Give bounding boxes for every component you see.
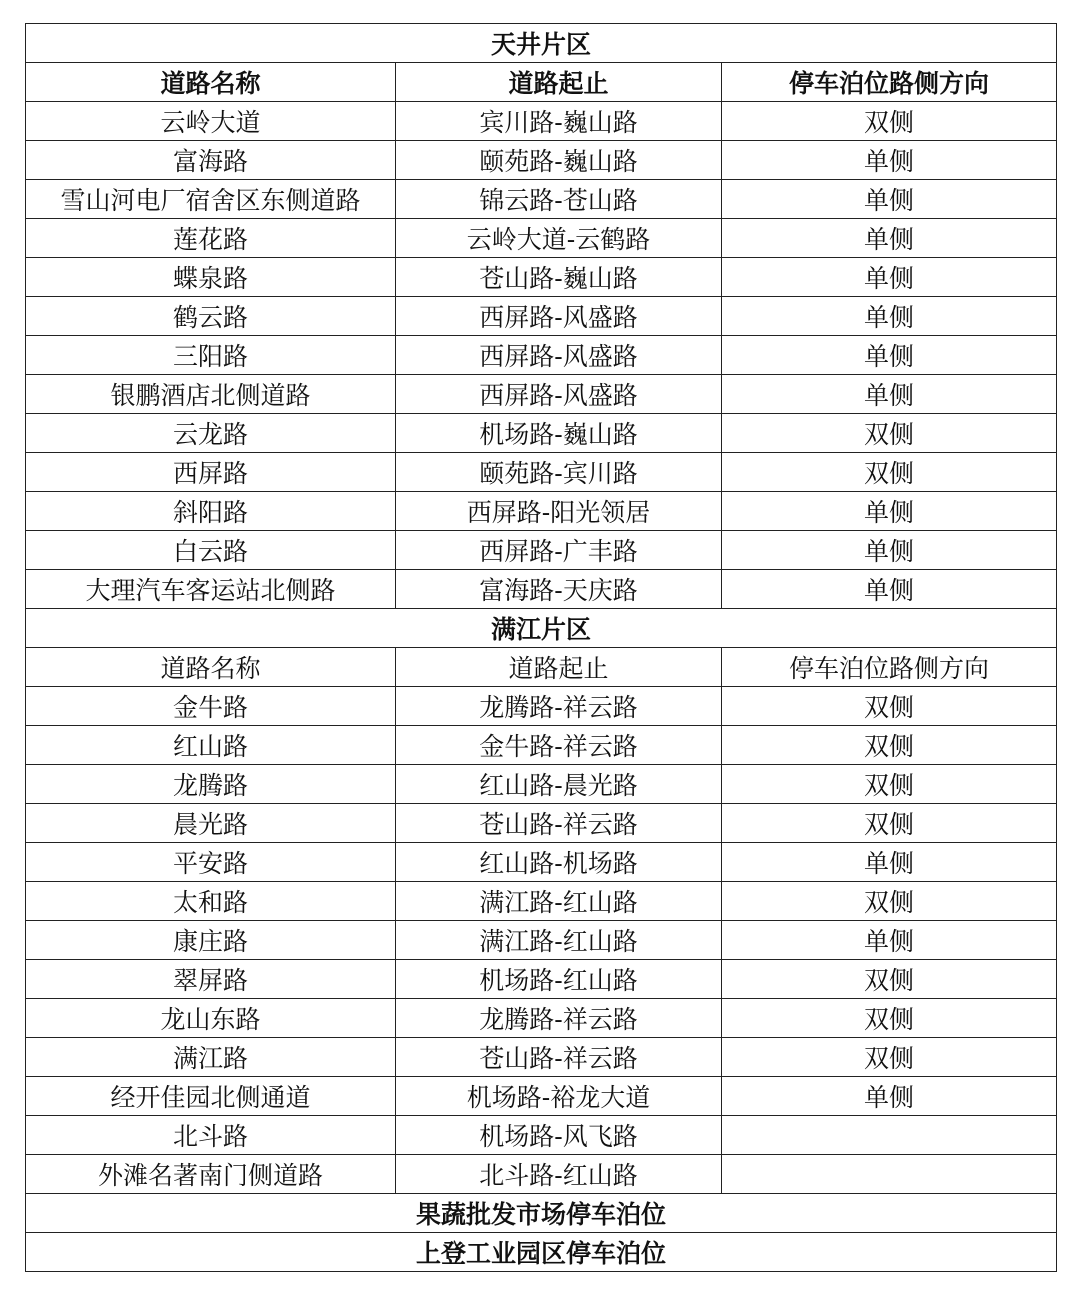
parking-side-cell: 单侧	[722, 531, 1057, 570]
parking-side-cell: 双侧	[722, 102, 1057, 141]
road-name-cell: 西屏路	[26, 453, 396, 492]
section-title: 天井片区	[26, 24, 1057, 63]
road-range-cell: 龙腾路-祥云路	[396, 999, 722, 1038]
footer-section-title: 果蔬批发市场停车泊位	[26, 1194, 1057, 1233]
road-name-cell: 鹤云路	[26, 297, 396, 336]
road-name-cell: 三阳路	[26, 336, 396, 375]
table-row	[26, 336, 1057, 375]
footer-row	[26, 1194, 1057, 1233]
table-row	[26, 1077, 1057, 1116]
section-title-row	[26, 24, 1057, 63]
header-parking-side: 停车泊位路侧方向	[722, 63, 1057, 102]
road-range-cell: 颐苑路-巍山路	[396, 141, 722, 180]
road-range-cell: 龙腾路-祥云路	[396, 687, 722, 726]
header-road-name: 道路名称	[26, 63, 396, 102]
section-title: 满江片区	[26, 609, 1057, 648]
road-range-cell: 苍山路-巍山路	[396, 258, 722, 297]
table-row	[26, 765, 1057, 804]
road-name-cell: 龙山东路	[26, 999, 396, 1038]
road-range-cell: 云岭大道-云鹤路	[396, 219, 722, 258]
parking-side-cell: 单侧	[722, 219, 1057, 258]
table-row	[26, 921, 1057, 960]
table-row	[26, 453, 1057, 492]
header-road-range: 道路起止	[396, 63, 722, 102]
road-range-cell: 西屏路-风盛路	[396, 375, 722, 414]
parking-side-cell: 双侧	[722, 882, 1057, 921]
parking-side-cell: 双侧	[722, 453, 1057, 492]
road-range-cell: 红山路-机场路	[396, 843, 722, 882]
road-name-cell: 蝶泉路	[26, 258, 396, 297]
table-row	[26, 804, 1057, 843]
road-name-cell: 红山路	[26, 726, 396, 765]
road-name-cell: 白云路	[26, 531, 396, 570]
table-row	[26, 1038, 1057, 1077]
header-parking-side: 停车泊位路侧方向	[722, 648, 1057, 687]
parking-side-cell: 单侧	[722, 570, 1057, 609]
road-range-cell: 宾川路-巍山路	[396, 102, 722, 141]
road-range-cell: 满江路-红山路	[396, 921, 722, 960]
road-name-cell: 银鹏酒店北侧道路	[26, 375, 396, 414]
table-row	[26, 531, 1057, 570]
table-row	[26, 843, 1057, 882]
road-name-cell: 雪山河电厂宿舍区东侧道路	[26, 180, 396, 219]
parking-table-container	[25, 23, 1056, 1272]
parking-side-cell: 单侧	[722, 492, 1057, 531]
parking-side-cell	[722, 1116, 1057, 1155]
footer-row	[26, 1233, 1057, 1272]
parking-side-cell: 单侧	[722, 1077, 1057, 1116]
road-range-cell: 西屏路-阳光领居	[396, 492, 722, 531]
parking-side-cell	[722, 1155, 1057, 1194]
table-row	[26, 999, 1057, 1038]
road-range-cell: 北斗路-红山路	[396, 1155, 722, 1194]
parking-side-cell: 双侧	[722, 804, 1057, 843]
road-name-cell: 康庄路	[26, 921, 396, 960]
parking-side-cell: 双侧	[722, 726, 1057, 765]
table-row	[26, 180, 1057, 219]
road-name-cell: 太和路	[26, 882, 396, 921]
road-name-cell: 北斗路	[26, 1116, 396, 1155]
road-name-cell: 满江路	[26, 1038, 396, 1077]
road-name-cell: 外滩名著南门侧道路	[26, 1155, 396, 1194]
road-range-cell: 苍山路-祥云路	[396, 804, 722, 843]
column-header-row	[26, 648, 1057, 687]
parking-side-cell: 单侧	[722, 843, 1057, 882]
road-range-cell: 西屏路-广丰路	[396, 531, 722, 570]
parking-side-cell: 双侧	[722, 687, 1057, 726]
parking-side-cell: 双侧	[722, 414, 1057, 453]
road-range-cell: 满江路-红山路	[396, 882, 722, 921]
table-row	[26, 570, 1057, 609]
table-row	[26, 375, 1057, 414]
table-row	[26, 219, 1057, 258]
table-row	[26, 960, 1057, 999]
road-name-cell: 莲花路	[26, 219, 396, 258]
road-range-cell: 颐苑路-宾川路	[396, 453, 722, 492]
parking-side-cell: 双侧	[722, 960, 1057, 999]
table-row	[26, 1116, 1057, 1155]
header-road-name: 道路名称	[26, 648, 396, 687]
road-name-cell: 龙腾路	[26, 765, 396, 804]
table-row	[26, 258, 1057, 297]
road-name-cell: 晨光路	[26, 804, 396, 843]
parking-side-cell: 单侧	[722, 180, 1057, 219]
road-range-cell: 富海路-天庆路	[396, 570, 722, 609]
road-name-cell: 云龙路	[26, 414, 396, 453]
table-row	[26, 297, 1057, 336]
section-title-row	[26, 609, 1057, 648]
parking-side-cell: 双侧	[722, 765, 1057, 804]
footer-section-title: 上登工业园区停车泊位	[26, 1233, 1057, 1272]
parking-berth-table	[25, 23, 1057, 1272]
road-name-cell: 大理汽车客运站北侧路	[26, 570, 396, 609]
road-name-cell: 斜阳路	[26, 492, 396, 531]
parking-side-cell: 单侧	[722, 375, 1057, 414]
road-range-cell: 红山路-晨光路	[396, 765, 722, 804]
parking-side-cell: 单侧	[722, 336, 1057, 375]
road-name-cell: 金牛路	[26, 687, 396, 726]
road-range-cell: 机场路-裕龙大道	[396, 1077, 722, 1116]
road-range-cell: 西屏路-风盛路	[396, 297, 722, 336]
table-row	[26, 141, 1057, 180]
parking-side-cell: 双侧	[722, 999, 1057, 1038]
parking-side-cell: 单侧	[722, 258, 1057, 297]
column-header-row	[26, 63, 1057, 102]
road-name-cell: 云岭大道	[26, 102, 396, 141]
parking-side-cell: 单侧	[722, 921, 1057, 960]
table-row	[26, 492, 1057, 531]
table-row	[26, 726, 1057, 765]
road-range-cell: 机场路-红山路	[396, 960, 722, 999]
road-range-cell: 苍山路-祥云路	[396, 1038, 722, 1077]
road-range-cell: 机场路-巍山路	[396, 414, 722, 453]
parking-side-cell: 双侧	[722, 1038, 1057, 1077]
road-range-cell: 锦云路-苍山路	[396, 180, 722, 219]
road-range-cell: 机场路-风飞路	[396, 1116, 722, 1155]
parking-side-cell: 单侧	[722, 141, 1057, 180]
table-row	[26, 882, 1057, 921]
table-row	[26, 687, 1057, 726]
table-row	[26, 414, 1057, 453]
header-road-range: 道路起止	[396, 648, 722, 687]
road-name-cell: 经开佳园北侧通道	[26, 1077, 396, 1116]
road-name-cell: 翠屏路	[26, 960, 396, 999]
road-range-cell: 金牛路-祥云路	[396, 726, 722, 765]
table-row	[26, 102, 1057, 141]
parking-side-cell: 单侧	[722, 297, 1057, 336]
table-row	[26, 1155, 1057, 1194]
road-name-cell: 平安路	[26, 843, 396, 882]
road-range-cell: 西屏路-风盛路	[396, 336, 722, 375]
road-name-cell: 富海路	[26, 141, 396, 180]
